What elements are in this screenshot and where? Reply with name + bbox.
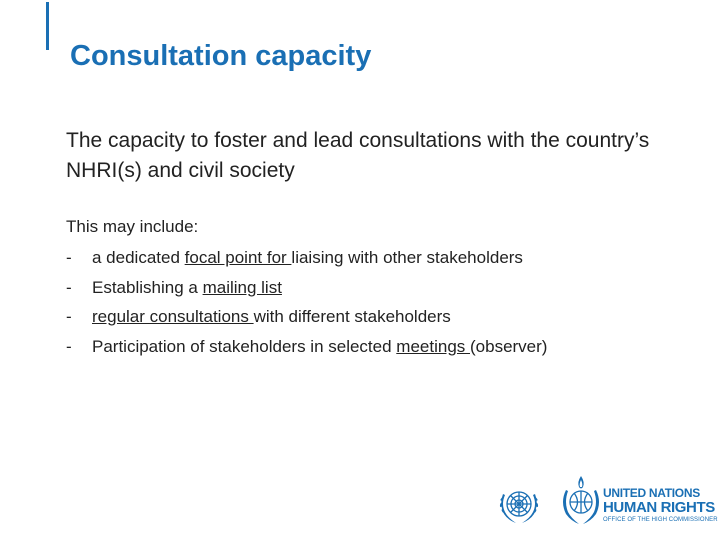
- un-emblem-logo: [494, 482, 544, 536]
- ohchr-office: OFFICE OF THE HIGH COMMISSIONER: [603, 517, 718, 523]
- dash-marker: -: [66, 248, 72, 267]
- un-emblem-icon: [494, 482, 544, 536]
- list-item: [66, 332, 547, 362]
- dash-marker: -: [66, 277, 72, 297]
- subtitle: The capacity to foster and lead consultations with the country’s NHRI(s) and civil society: [66, 129, 650, 182]
- dash-marker: -: [66, 307, 72, 326]
- list-item: [66, 302, 547, 332]
- bullet-list: [66, 243, 547, 361]
- dash-marker: -: [66, 336, 72, 356]
- ohchr-org-name: UNITED NATIONS: [603, 486, 700, 500]
- item-underlined-text: mailing list: [202, 277, 282, 297]
- item-text: with different stakeholders: [253, 307, 451, 326]
- item-text: liaising with other stakeholders: [291, 248, 523, 267]
- item-text: (observer): [470, 336, 548, 356]
- list-item: [66, 243, 547, 273]
- ohchr-emblem-icon: [556, 474, 606, 530]
- page-title: Consultation capacity: [70, 40, 372, 72]
- item-text: a dedicated: [92, 248, 185, 267]
- item-text: Participation of stakeholders in selected: [92, 336, 397, 356]
- ohchr-emblem-logo: [556, 474, 606, 530]
- list-intro: This may include:: [66, 217, 199, 236]
- item-underlined-text: meetings: [396, 336, 470, 356]
- list-item: [66, 273, 547, 303]
- item-text: Establishing a: [92, 277, 203, 297]
- ohchr-wordmark: [603, 486, 718, 525]
- item-underlined-text: regular consultations: [92, 307, 254, 326]
- item-underlined-text: focal point for: [184, 248, 292, 267]
- title-accent-bar: [46, 2, 49, 50]
- ohchr-title: HUMAN RIGHTS: [603, 499, 715, 516]
